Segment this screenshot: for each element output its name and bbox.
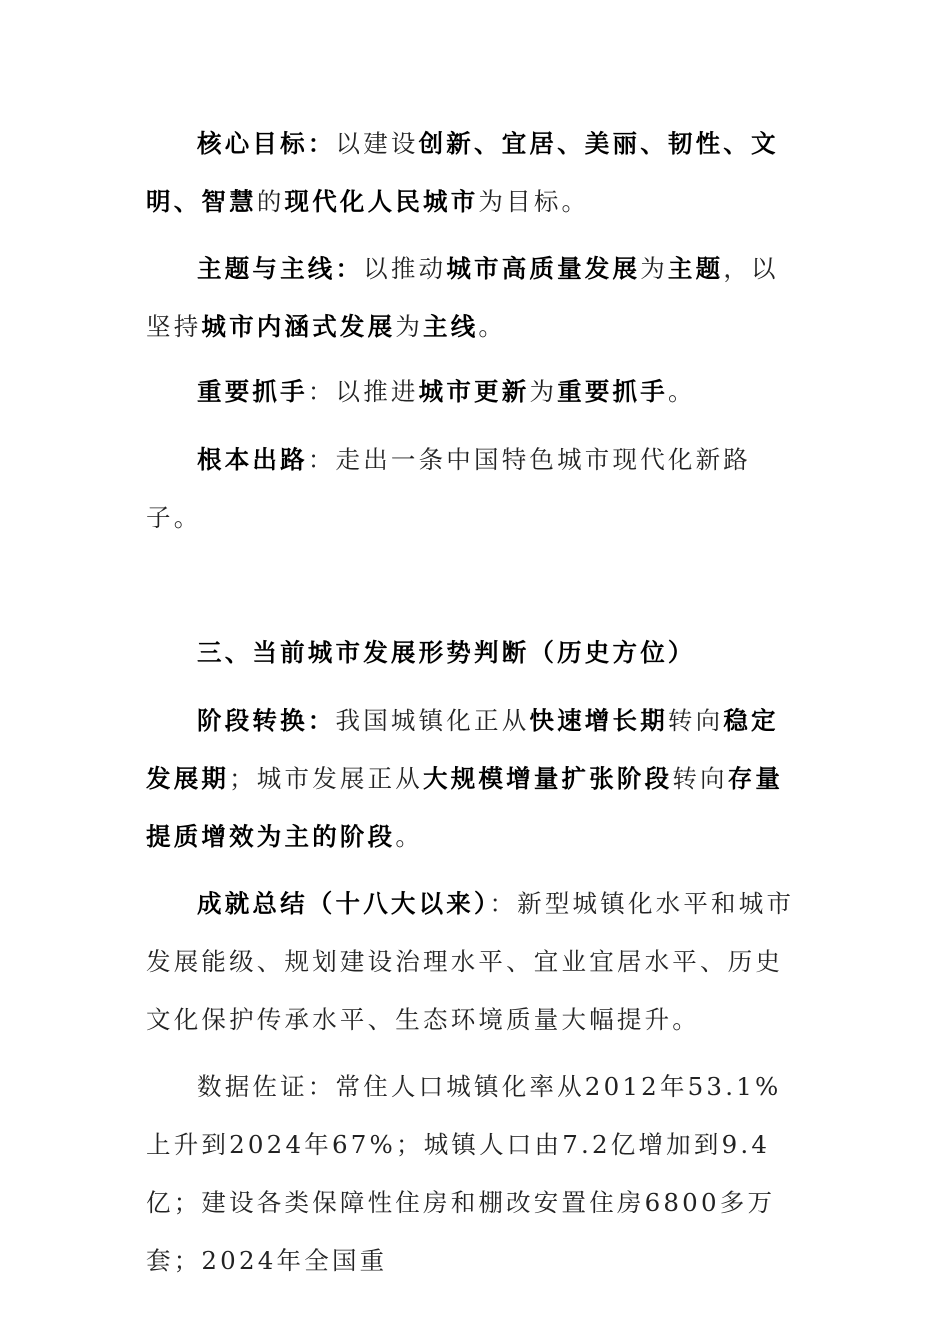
label-achievements: 成就总结（十八大以来） (197, 889, 490, 918)
label-stage-transition: 阶段转换： (197, 706, 336, 735)
paragraph-stage-transition: 阶段转换：我国城镇化正从快速增长期转向稳定发展期；城市发展正从大规模增量扩张阶段转向存量提质增效为主的阶段。 (146, 706, 784, 851)
label-core-goal: 核心目标： (197, 129, 336, 158)
paragraph-core-goal: 核心目标：以建设创新、宜居、美丽、韧性、文明、智慧的现代化人民城市为目标。 (146, 129, 779, 216)
section-heading: 三、当前城市发展形势判断（历史方位） (197, 638, 696, 667)
paragraph-key-lever: 重要抓手：以推进城市更新为重要抓手。 (197, 377, 696, 406)
paragraph-data-evidence: 数据佐证：常住人口城镇化率从2012年53.1%上升到2024年67%；城镇人口由7.2亿增加到9.4亿；建设各类保障性住房和棚改安置住房6800多万套；2024年全国重 (146, 1072, 782, 1275)
paragraph-achievements: 成就总结（十八大以来）：新型城镇化水平和城市发展能级、规划建设治理水平、宜业宜居水平、历史文化保护传承水平、生态环境质量大幅提升。 (146, 889, 795, 1034)
paragraph-fundamental-path: 根本出路：走出一条中国特色城市现代化新路子。 (146, 445, 752, 532)
label-theme: 主题与主线： (197, 254, 364, 283)
paragraph-theme: 主题与主线：以推动城市高质量发展为主题，以坚持城市内涵式发展为主线。 (146, 254, 779, 341)
label-fundamental-path: 根本出路 (197, 445, 308, 474)
label-key-lever: 重要抓手 (197, 377, 308, 406)
